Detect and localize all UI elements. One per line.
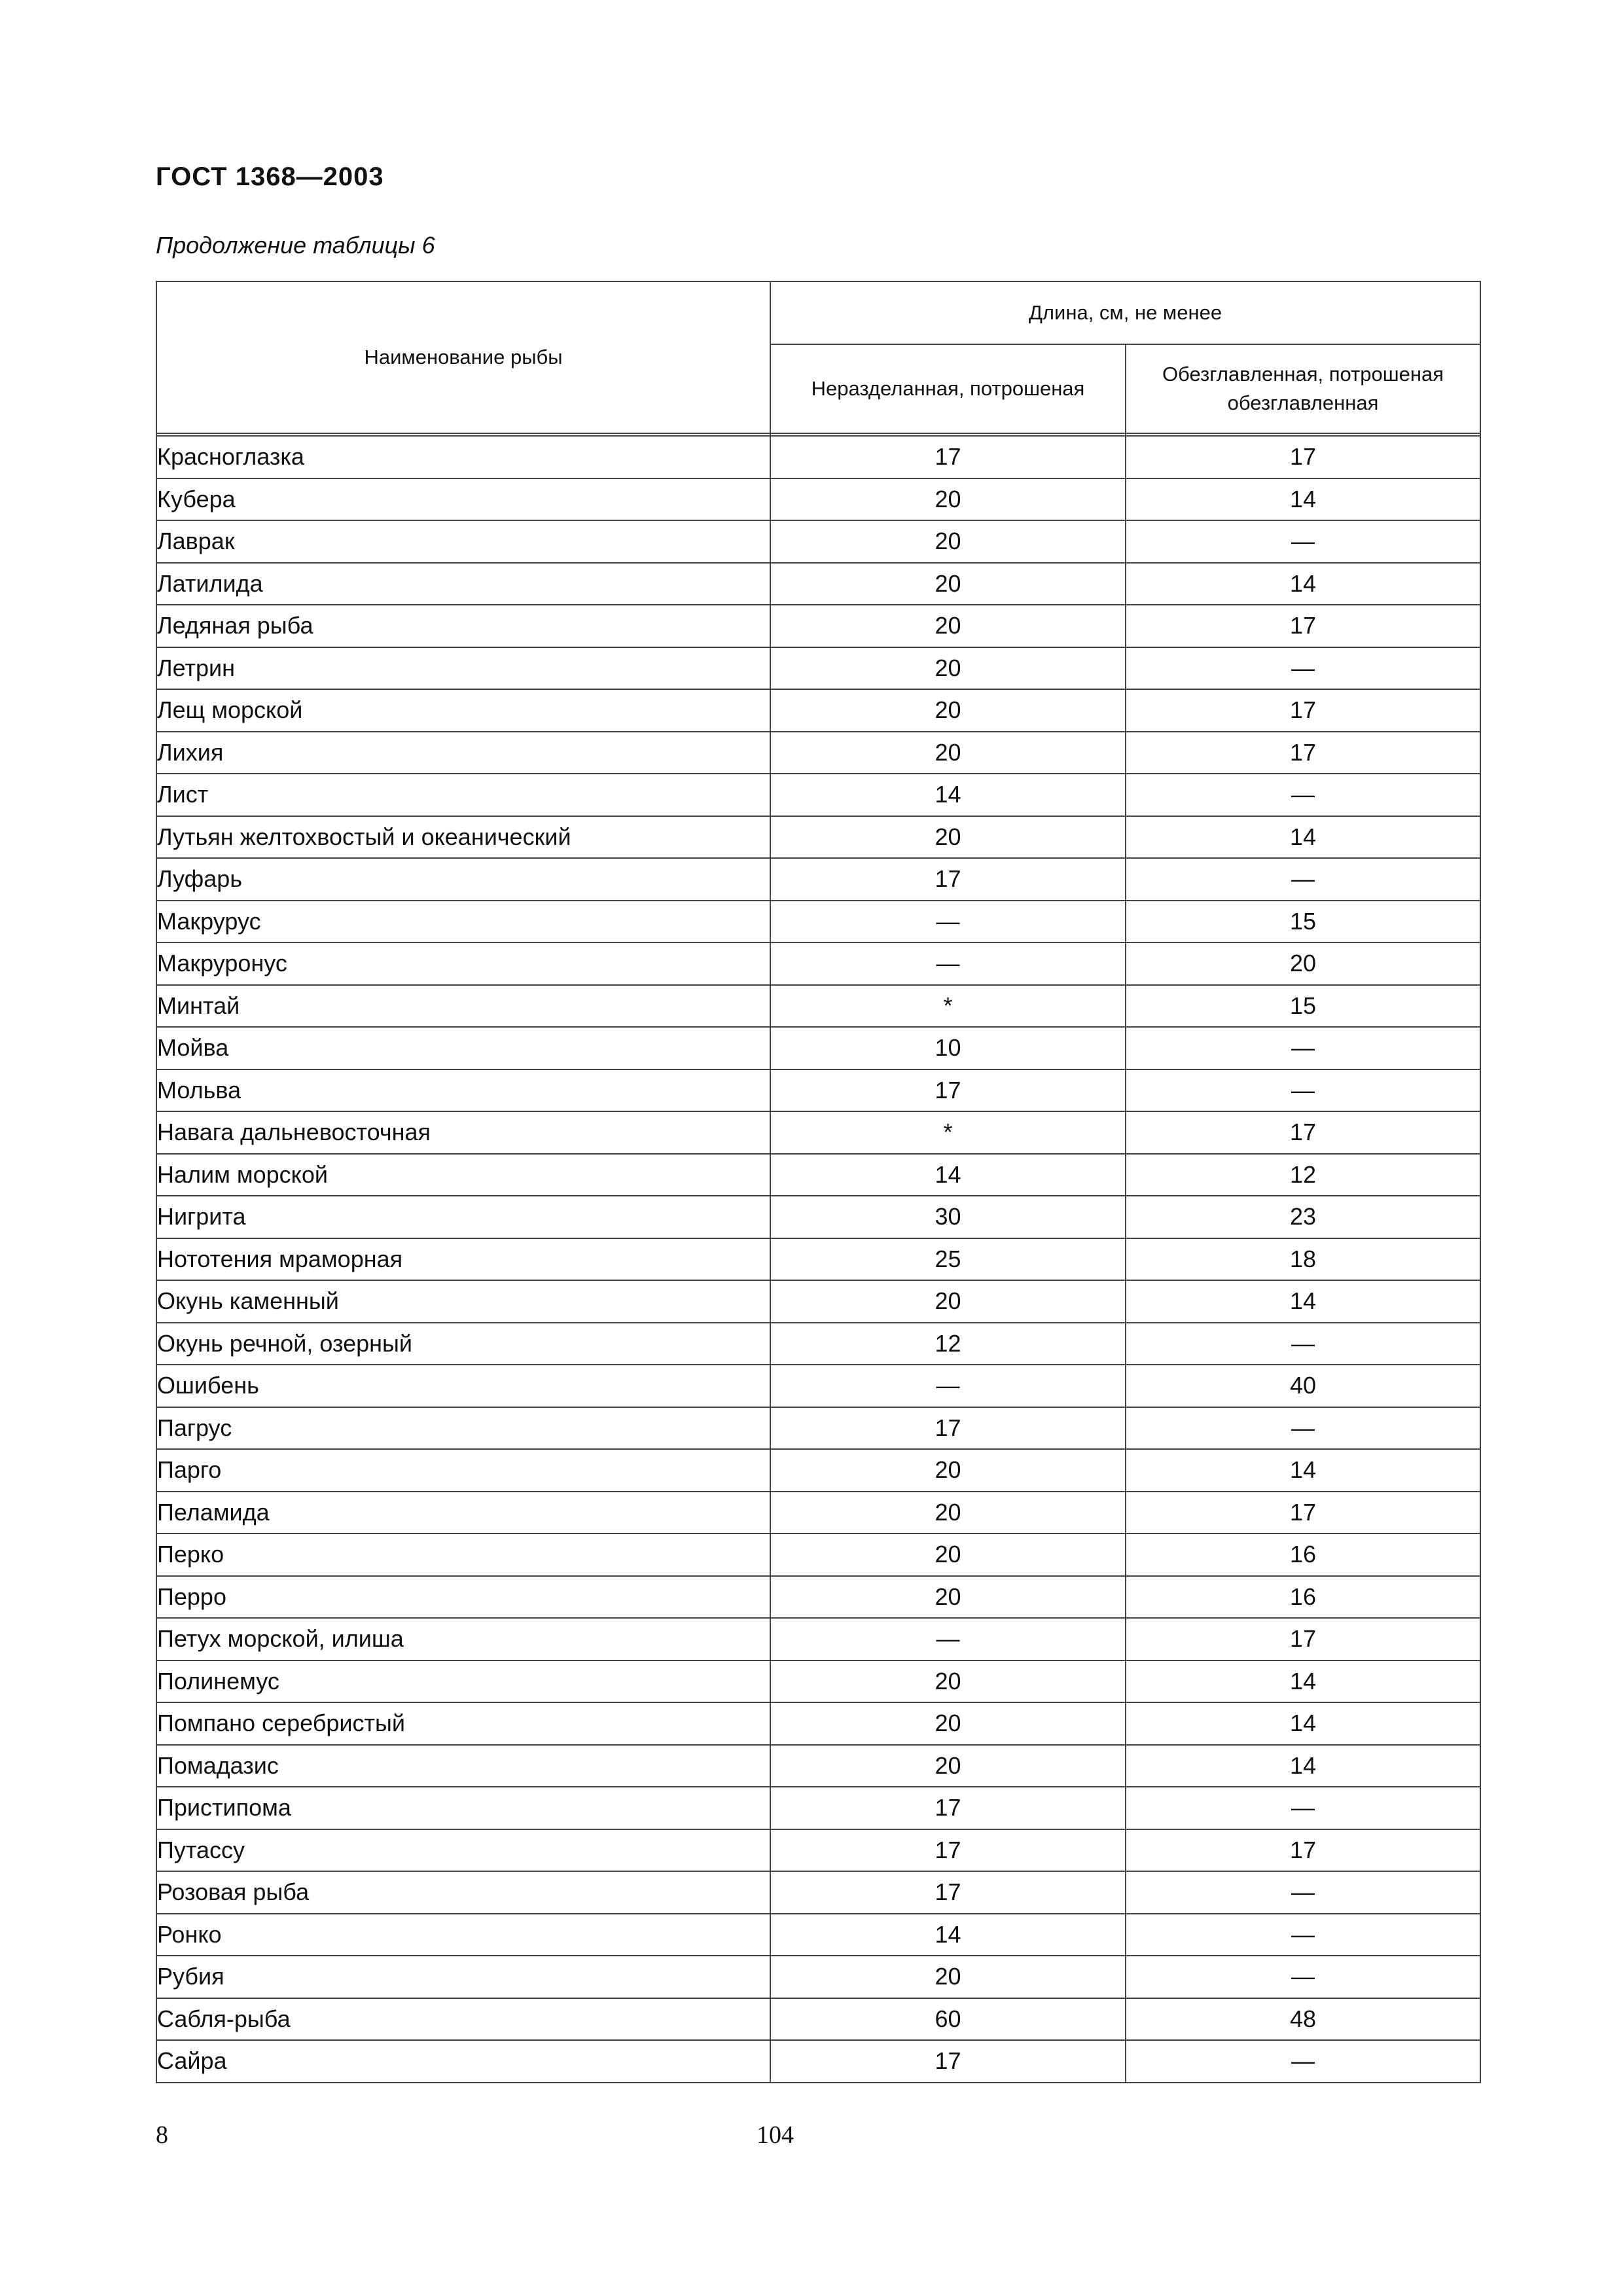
whole-length-cell: 20 [770,1280,1126,1323]
table-row [156,1154,1480,1196]
table-row [156,563,1480,605]
whole-length-cell: 17 [770,1787,1126,1829]
fish-name-cell: Лист [156,774,770,816]
fish-name-cell: Латилида [156,563,770,605]
headless-length-cell: 14 [1126,1702,1480,1745]
whole-length-cell: 17 [770,436,1126,478]
fish-name-cell: Розовая рыба [156,1871,770,1914]
fish-name-cell: Сабля-рыба [156,1998,770,2041]
table-row [156,1787,1480,1829]
whole-length-cell: 14 [770,774,1126,816]
table-row [156,1365,1480,1407]
fish-name-cell: Нототения мраморная [156,1238,770,1281]
fish-name-cell: Полинемус [156,1660,770,1703]
whole-length-cell: 20 [770,1492,1126,1534]
table-row [156,858,1480,901]
fish-name-cell: Мойва [156,1027,770,1069]
headless-length-cell: 17 [1126,689,1480,732]
whole-length-cell: 10 [770,1027,1126,1069]
whole-length-cell: 20 [770,478,1126,521]
table-row [156,1576,1480,1619]
table-row [156,1660,1480,1703]
table-row [156,1449,1480,1492]
headless-length-cell: 16 [1126,1576,1480,1619]
whole-length-cell: 20 [770,647,1126,690]
headless-length-cell: 15 [1126,985,1480,1028]
fish-name-cell: Сайра [156,2040,770,2083]
whole-length-cell: 17 [770,1069,1126,1112]
whole-length-cell: 25 [770,1238,1126,1281]
table-row [156,816,1480,859]
headless-length-cell: — [1126,1871,1480,1914]
fish-length-table [156,281,1481,2083]
table-row [156,1618,1480,1660]
headless-length-cell: — [1126,1407,1480,1450]
headless-length-cell: 48 [1126,1998,1480,2041]
page-number-left: 8 [156,2121,168,2149]
whole-length-cell: 20 [770,563,1126,605]
table-row [156,1238,1480,1281]
fish-name-cell: Окунь каменный [156,1280,770,1323]
table-row [156,1196,1480,1238]
fish-name-cell: Макруронус [156,942,770,985]
fish-name-cell: Помпано серебристый [156,1702,770,1745]
whole-length-cell: 17 [770,1871,1126,1914]
headless-length-cell: — [1126,647,1480,690]
fish-name-cell: Лещ морской [156,689,770,732]
headless-length-cell: 17 [1126,436,1480,478]
fish-name-cell: Летрин [156,647,770,690]
fish-name-cell: Лихия [156,732,770,774]
headless-length-cell: — [1126,1027,1480,1069]
whole-length-cell: 20 [770,1660,1126,1703]
headless-length-cell: 14 [1126,1449,1480,1492]
fish-name-cell: Пристипома [156,1787,770,1829]
col-header-length: Длина, см, не менее [770,281,1480,344]
document-code: ГОСТ 1368—2003 [156,162,384,191]
whole-length-cell: 17 [770,1407,1126,1450]
fish-name-cell: Пеламида [156,1492,770,1534]
headless-length-cell: 17 [1126,732,1480,774]
table-row [156,1702,1480,1745]
table-row [156,1956,1480,1998]
table-row [156,436,1480,478]
fish-name-cell: Рубия [156,1956,770,1998]
fish-name-cell: Путассу [156,1829,770,1872]
whole-length-cell: 20 [770,520,1126,563]
whole-length-cell: 20 [770,1534,1126,1576]
headless-length-cell: 17 [1126,1618,1480,1660]
headless-length-cell: — [1126,1914,1480,1956]
col-header-name: Наименование рыбы [156,281,770,433]
whole-length-cell: 20 [770,1956,1126,1998]
headless-length-cell: 18 [1126,1238,1480,1281]
headless-length-cell: 17 [1126,605,1480,647]
headless-length-cell: 14 [1126,563,1480,605]
whole-length-cell: 17 [770,1829,1126,1872]
table-row [156,1111,1480,1154]
whole-length-cell: 30 [770,1196,1126,1238]
whole-length-cell: 20 [770,1702,1126,1745]
table-row [156,1027,1480,1069]
whole-length-cell: 20 [770,1449,1126,1492]
table-row [156,1407,1480,1450]
headless-length-cell: 17 [1126,1829,1480,1872]
whole-length-cell: — [770,1618,1126,1660]
fish-name-cell: Макрурус [156,901,770,943]
headless-length-cell: 17 [1126,1111,1480,1154]
headless-length-cell: 15 [1126,901,1480,943]
headless-length-cell: — [1126,1956,1480,1998]
table-row [156,901,1480,943]
whole-length-cell: 17 [770,858,1126,901]
table-row [156,1998,1480,2041]
fish-name-cell: Пагрус [156,1407,770,1450]
whole-length-cell: — [770,1365,1126,1407]
fish-name-cell: Лутьян желтохвостый и океанический [156,816,770,859]
fish-name-cell: Ледяная рыба [156,605,770,647]
headless-length-cell: 16 [1126,1534,1480,1576]
headless-length-cell: 12 [1126,1154,1480,1196]
table-row [156,478,1480,521]
table-row [156,1745,1480,1787]
whole-length-cell: — [770,942,1126,985]
table-row [156,942,1480,985]
whole-length-cell: 20 [770,1576,1126,1619]
page-number-center: 104 [757,2121,794,2149]
headless-length-cell: 17 [1126,1492,1480,1534]
whole-length-cell: 20 [770,732,1126,774]
whole-length-cell: * [770,1111,1126,1154]
fish-name-cell: Ронко [156,1914,770,1956]
whole-length-cell: 20 [770,1745,1126,1787]
headless-length-cell: — [1126,1069,1480,1112]
table-row [156,1829,1480,1872]
table-row [156,732,1480,774]
whole-length-cell: 12 [770,1323,1126,1365]
whole-length-cell: 20 [770,689,1126,732]
whole-length-cell: * [770,985,1126,1028]
fish-name-cell: Помадазис [156,1745,770,1787]
headless-length-cell: 14 [1126,1280,1480,1323]
whole-length-cell: 20 [770,816,1126,859]
fish-name-cell: Лаврак [156,520,770,563]
fish-name-cell: Красноглазка [156,436,770,478]
table-row [156,605,1480,647]
headless-length-cell: 40 [1126,1365,1480,1407]
fish-name-cell: Окунь речной, озерный [156,1323,770,1365]
fish-name-cell: Налим морской [156,1154,770,1196]
fish-name-cell: Луфарь [156,858,770,901]
fish-name-cell: Навага дальневосточная [156,1111,770,1154]
table-row [156,2040,1480,2083]
fish-name-cell: Мольва [156,1069,770,1112]
headless-length-cell: 20 [1126,942,1480,985]
headless-length-cell: — [1126,1787,1480,1829]
whole-length-cell: 60 [770,1998,1126,2041]
fish-name-cell: Ошибень [156,1365,770,1407]
headless-length-cell: — [1126,2040,1480,2083]
table-row [156,985,1480,1028]
fish-name-cell: Петух морской, илиша [156,1618,770,1660]
fish-name-cell: Нигрита [156,1196,770,1238]
headless-length-cell: 23 [1126,1196,1480,1238]
whole-length-cell: 14 [770,1154,1126,1196]
fish-name-cell: Перко [156,1534,770,1576]
fish-name-cell: Кубера [156,478,770,521]
table-row [156,689,1480,732]
table-row [156,774,1480,816]
table-caption: Продолжение таблицы 6 [156,232,435,259]
table-row [156,1534,1480,1576]
headless-length-cell: 14 [1126,478,1480,521]
table-row [156,647,1480,690]
table-row [156,1871,1480,1914]
headless-length-cell: — [1126,858,1480,901]
table-row [156,1492,1480,1534]
table-row [156,1280,1480,1323]
table-row [156,1323,1480,1365]
headless-length-cell: — [1126,1323,1480,1365]
table-row [156,1914,1480,1956]
headless-length-cell: 14 [1126,1660,1480,1703]
fish-name-cell: Минтай [156,985,770,1028]
fish-name-cell: Парго [156,1449,770,1492]
headless-length-cell: 14 [1126,1745,1480,1787]
whole-length-cell: 17 [770,2040,1126,2083]
headless-length-cell: 14 [1126,816,1480,859]
col-header-whole: Неразделанная, потрошеная [770,344,1126,433]
headless-length-cell: — [1126,774,1480,816]
headless-length-cell: — [1126,520,1480,563]
col-header-headless: Обезглавленная, потрошеная обезглавленная [1126,344,1480,433]
whole-length-cell: 20 [770,605,1126,647]
whole-length-cell: 14 [770,1914,1126,1956]
table-row [156,1069,1480,1112]
whole-length-cell: — [770,901,1126,943]
table-row [156,520,1480,563]
fish-name-cell: Перро [156,1576,770,1619]
